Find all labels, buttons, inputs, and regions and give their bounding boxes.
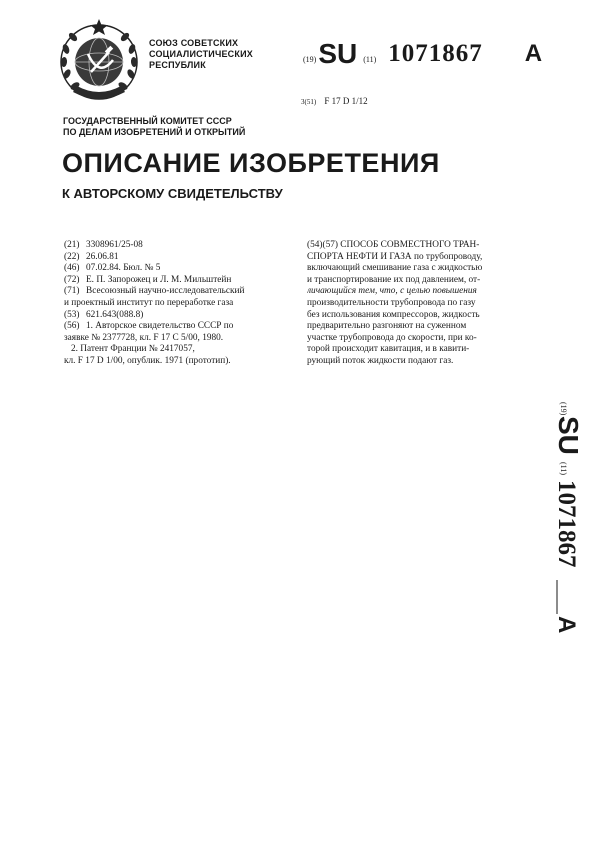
abstract-line: и транспортирование их под давлением, от- xyxy=(307,274,481,285)
inid-code-11: (11) xyxy=(363,55,377,64)
abstract-text xyxy=(307,240,529,368)
committee-name xyxy=(63,116,245,138)
biblio-row: 2. Патент Франции № 2417057, xyxy=(64,344,195,355)
ussr-state-emblem-icon xyxy=(55,16,143,104)
union-line: СОЮЗ СОВЕТСКИХ xyxy=(149,38,239,48)
vertical-patent-number: 1071867 xyxy=(553,480,580,568)
vertical-inid-19: (19) xyxy=(559,402,568,416)
kind-code: A xyxy=(524,40,543,67)
bibliographic-data xyxy=(64,240,284,368)
biblio-row: (22) 26.06.81 xyxy=(64,251,119,262)
patent-number: 1071867 xyxy=(388,40,483,67)
ipc-classification xyxy=(301,96,368,106)
publication-number xyxy=(303,40,542,74)
abstract-line: производительности трубопровода по газу xyxy=(307,297,476,308)
abstract-line: личающийся тем, что, с целью повышения xyxy=(307,286,477,297)
biblio-row: (56) 1. Авторское свидетельство СССР по xyxy=(64,321,234,332)
document-title: ОПИСАНИЕ ИЗОБРЕТЕНИЯ xyxy=(62,148,440,178)
inid-code-51: 3(51) xyxy=(301,98,317,106)
inid-code-19: (19) xyxy=(303,55,317,64)
union-line: СОЦИАЛИСТИЧЕСКИХ xyxy=(149,49,253,59)
abstract-line: предварительно разгоняют на суженном xyxy=(307,321,467,332)
abstract-line: рующий поток жидкости подают газ. xyxy=(307,355,454,366)
biblio-row: (71) Всесоюзный научно-исследовательский xyxy=(64,286,245,297)
issuing-state-name xyxy=(149,38,253,71)
abstract-line: участке трубопровода до скорости, при ко- xyxy=(307,332,477,343)
abstract-line: включающий смешивание газа с жидкостью xyxy=(307,263,483,274)
biblio-row: (21) 3308961/25-08 xyxy=(64,240,143,250)
vertical-kind-code: A xyxy=(553,616,580,634)
committee-line: ГОСУДАРСТВЕННЫЙ КОМИТЕТ СССР xyxy=(63,116,232,126)
biblio-row: и проектный институт по переработке газа xyxy=(64,297,234,308)
ipc-value: F 17 D 1/12 xyxy=(324,96,368,106)
committee-line: ПО ДЕЛАМ ИЗОБРЕТЕНИЙ И ОТКРЫТИЙ xyxy=(63,127,246,137)
document-subtitle: К АВТОРСКОМУ СВИДЕТЕЛЬСТВУ xyxy=(62,186,283,201)
biblio-row: (72) Е. П. Запорожец и Л. М. Мильштейн xyxy=(64,274,232,285)
vertical-inid-11: (11) xyxy=(559,462,568,476)
biblio-row: заявке № 2377728, кл. F 17 С 5/00, 1980. xyxy=(64,332,224,343)
abstract-line: торой происходит кавитация, и в кавити- xyxy=(307,344,470,355)
country-code: SU xyxy=(318,38,358,69)
biblio-row: кл. F 17 D 1/00, опублик. 1971 (прототип). xyxy=(64,355,231,366)
abstract-line: без использования компрессоров, жидкость xyxy=(307,309,480,320)
union-line: РЕСПУБЛИК xyxy=(149,60,206,70)
vertical-publication-number xyxy=(527,402,584,670)
abstract-line: СПОРТА НЕФТИ И ГАЗА по трубопроводу, xyxy=(307,251,483,262)
biblio-row: (53) 621.643(088.8) xyxy=(64,309,144,320)
biblio-row: (46) 07.02.84. Бюл. № 5 xyxy=(64,263,161,274)
vertical-country-code: SU xyxy=(553,416,584,455)
abstract-line: (54)(57) СПОСОБ СОВМЕСТНОГО ТРАН- xyxy=(307,240,480,250)
